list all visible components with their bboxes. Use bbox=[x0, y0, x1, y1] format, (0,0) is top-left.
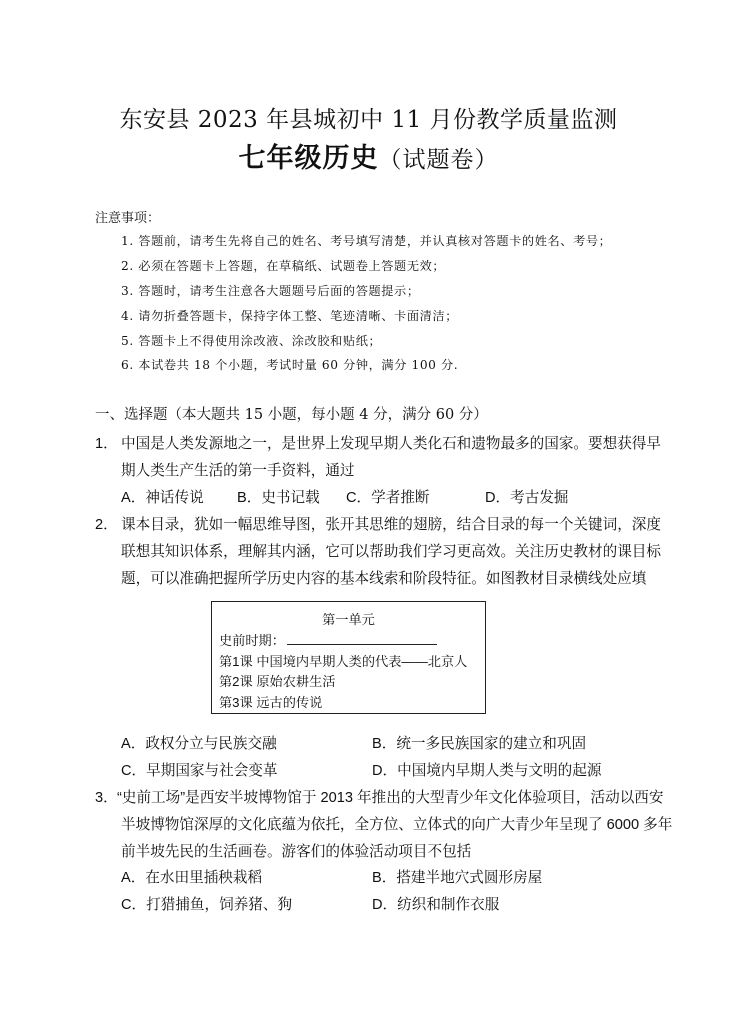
notice-item-4: 4. 请勿折叠答题卡，保持字体工整、笔迹清晰、卡面清洁； bbox=[121, 309, 458, 323]
toc-blank-row bbox=[219, 630, 437, 649]
question-3-option-d[interactable]: D．纺织和制作衣服 bbox=[372, 897, 500, 913]
question-1-number: 1． bbox=[95, 436, 118, 452]
toc-lesson-1: 第1课 中国境内早期人类的代表——北京人 bbox=[219, 654, 468, 669]
toc-blank-label: 史前时期： bbox=[219, 633, 285, 648]
question-2-option-d[interactable]: D．中国境内早期人类与文明的起源 bbox=[372, 763, 602, 779]
question-3-line: 前半坡先民的生活画卷。游客们的体验活动项目不包括 bbox=[121, 844, 472, 860]
question-1-option-c[interactable]: C．学者推断 bbox=[346, 490, 430, 506]
paper-title-main: 七年级历史 bbox=[238, 143, 379, 174]
question-2-line: 课本目录，犹如一幅思维导图，张开其思维的翅膀，结合目录的每一个关键词，深度 bbox=[121, 517, 661, 533]
notice-heading: 注意事项： bbox=[95, 211, 161, 226]
notice-item-3: 3. 答题时，请考生注意各大题题号后面的答题提示； bbox=[121, 284, 420, 298]
question-2-option-a[interactable]: A．政权分立与民族交融 bbox=[121, 736, 277, 752]
question-3-option-c[interactable]: C．打猎捕鱼，饲养猪、狗 bbox=[121, 897, 293, 913]
question-3-option-b[interactable]: B．搭建半地穴式圆形房屋 bbox=[372, 870, 543, 886]
question-2-option-c[interactable]: C．早期国家与社会变革 bbox=[121, 763, 278, 779]
notice-item-1: 1. 答题前，请考生先将自己的姓名、考号填写清楚，并认真核对答题卡的姓名、考号； bbox=[121, 234, 612, 248]
question-3-number: 3． bbox=[95, 790, 118, 806]
question-2-option-b[interactable]: B．统一多民族国家的建立和巩固 bbox=[372, 736, 587, 752]
question-1-option-d[interactable]: D．考古发掘 bbox=[485, 490, 569, 506]
section-heading: 一、选择题（本大题共 15 小题，每小题 4 分，满分 60 分） bbox=[95, 407, 488, 423]
toc-lesson-3: 第3课 远古的传说 bbox=[219, 695, 323, 710]
question-3-line: “史前工场”是西安半坡博物馆于 2013 年推出的大型青少年文化体验项目，活动以西安 bbox=[117, 790, 664, 806]
paper-title bbox=[0, 136, 737, 175]
question-3-option-a[interactable]: A．在水田里插秧栽稻 bbox=[121, 870, 263, 886]
notice-item-5: 5. 答题卡上不得使用涂改液、涂改胶和贴纸； bbox=[121, 334, 382, 348]
notice-item-6: 6. 本试卷共 18 个小题，考试时量 60 分钟，满分 100 分. bbox=[121, 358, 459, 372]
question-3-line: 半坡博物馆深厚的文化底蕴为依托，全方位、立体式的向广大青少年呈现了 6000 多年 bbox=[121, 817, 673, 833]
notice-item-2: 2. 必须在答题卡上答题，在草稿纸、试题卷上答题无效； bbox=[121, 259, 446, 273]
question-1-option-a[interactable]: A．神话传说 bbox=[121, 490, 204, 506]
fill-in-blank-line bbox=[287, 633, 437, 645]
question-1-line: 期人类生产生活的第一手资料，通过 bbox=[121, 463, 355, 479]
question-2-line: 题，可以准确把握所学历史内容的基本线索和阶段特征。如图教材目录横线处应填 bbox=[121, 571, 647, 587]
exam-title: 东安县 2023 年县城初中 11 月份教学质量监测 bbox=[119, 107, 618, 133]
question-1-line: 中国是人类发源地之一，是世界上发现早期人类化石和遗物最多的国家。要想获得早 bbox=[121, 436, 661, 452]
toc-lesson-2: 第2课 原始农耕生活 bbox=[219, 674, 336, 689]
toc-unit-title: 第一单元 bbox=[322, 612, 375, 627]
question-1-option-b[interactable]: B．史书记载 bbox=[237, 490, 320, 506]
paper-title-sub: （试题卷） bbox=[378, 147, 499, 173]
question-2-number: 2． bbox=[95, 517, 118, 533]
question-2-line: 联想其知识体系，理解其内涵，它可以帮助我们学习更高效。关注历史教材的课目标 bbox=[121, 544, 661, 560]
